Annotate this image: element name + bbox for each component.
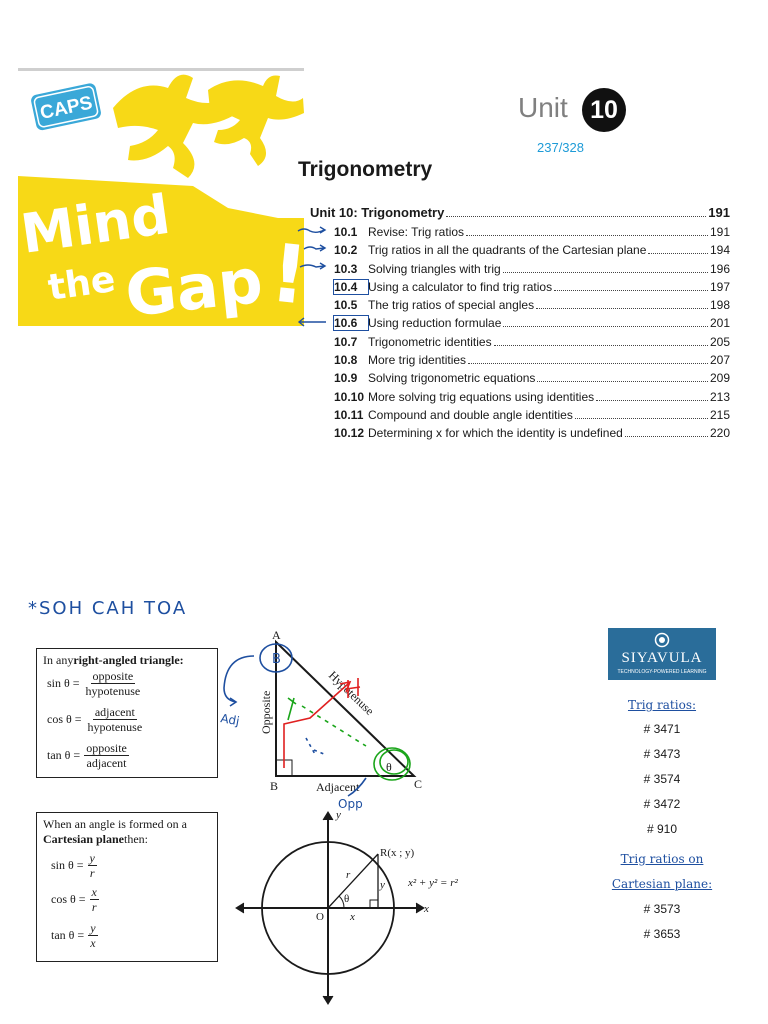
toc-section-title: More solving trig equations using identities: [368, 389, 595, 404]
cartesian-tan: [51, 921, 98, 950]
page-counter: 237/328: [537, 140, 584, 155]
cartesian-ratios-box: [36, 812, 218, 962]
toc-section-title: Determining x for which the identity is undefined: [368, 426, 623, 441]
toc-leader-dots: [625, 436, 708, 437]
svg-text:Gap: Gap: [121, 243, 266, 331]
toc-section-title: Trig ratios in all the quadrants of the Cartesian plane: [368, 243, 647, 258]
toc-rows: [310, 225, 730, 445]
toc-section-number: 10.6: [334, 316, 368, 330]
exercise-link[interactable]: # 3574: [643, 772, 681, 786]
x-axis-label: x: [424, 903, 429, 915]
sin-lhs: sin θ =: [47, 676, 80, 690]
exercise-link[interactable]: # 3473: [643, 747, 681, 761]
toc-section-title: The trig ratios of special angles: [368, 298, 535, 313]
cartesian-sin: [51, 851, 97, 880]
toc-section-number: 10.8: [334, 353, 358, 368]
svg-text:CAPS: CAPS: [38, 92, 95, 124]
toc-section-number: 10.10: [334, 389, 365, 404]
handwritten-arrows: [296, 222, 336, 332]
runners-illustration: [113, 75, 304, 178]
cartesian-cos: [51, 885, 99, 914]
cartesian-cos-den: r: [91, 900, 97, 914]
toc-section-page: 194: [709, 243, 730, 258]
cartesian-heading-line2[interactable]: Cartesian plane:: [611, 877, 713, 891]
sin-ratio: [47, 669, 142, 698]
toc-section-title: Compound and double angle identities: [368, 407, 573, 422]
cos-numerator: adjacent: [94, 705, 135, 719]
toc-section-number: 10.9: [334, 371, 358, 386]
toc-section-title: More trig identities: [368, 353, 467, 368]
cartesian-sin-num: y: [89, 851, 95, 865]
label-opposite: Opposite: [259, 690, 273, 734]
leg-x-label: x: [350, 911, 355, 923]
toc-heading-row[interactable]: [310, 205, 730, 225]
origin-label: O: [316, 911, 324, 923]
cartesian-cos-lhs: cos θ =: [51, 892, 86, 906]
soh-cah-toa-note: *SOH CAH TOA: [28, 598, 188, 619]
box1-intro-bold: right-angled triangle:: [73, 653, 184, 667]
handwritten-opp: Opp: [338, 797, 363, 811]
toc-leader-dots: [536, 308, 708, 309]
toc-row[interactable]: [310, 316, 730, 334]
toc-leader-dots: [466, 235, 708, 236]
toc-section-page: 207: [709, 353, 730, 368]
cos-lhs: cos θ =: [47, 712, 82, 726]
cos-ratio: [47, 705, 144, 734]
unit-circle-diagram: [232, 808, 482, 1008]
toc-heading-text: Unit 10: Trigonometry: [310, 205, 445, 220]
toc-row[interactable]: [310, 280, 730, 298]
toc-row[interactable]: [310, 390, 730, 408]
toc-section-page: 213: [709, 389, 730, 404]
toc-section-page: 197: [709, 279, 730, 294]
svg-text:the: the: [45, 258, 118, 309]
cartesian-cos-num: x: [91, 885, 97, 899]
toc-section-title: Solving trigonometric equations: [368, 371, 536, 386]
toc-row[interactable]: [310, 353, 730, 371]
point-r-label: R(x ; y): [380, 847, 415, 859]
exercise-link[interactable]: # 910: [646, 822, 678, 836]
sin-denominator: hypotenuse: [85, 684, 141, 698]
toc-section-number: 10.7: [334, 334, 358, 349]
siyavula-logo[interactable]: [608, 628, 716, 680]
cos-denominator: hypotenuse: [87, 720, 143, 734]
cartesian-tan-lhs: tan θ =: [51, 928, 85, 942]
toc-section-number: 10.3: [334, 261, 358, 276]
toc-leader-dots: [596, 400, 708, 401]
box1-intro: [43, 653, 184, 668]
exercise-link[interactable]: # 3653: [643, 927, 681, 941]
box2-intro-bold: Cartesian plane: [43, 832, 124, 846]
tan-lhs: tan θ =: [47, 748, 81, 762]
toc-heading-page: 191: [708, 205, 730, 220]
label-adjacent: Adjacent: [316, 780, 360, 794]
toc-section-number: 10.5: [334, 298, 358, 313]
toc-row[interactable]: [310, 408, 730, 426]
toc-leader-dots: [648, 253, 708, 254]
toc-section-title: Revise: Trig ratios: [368, 225, 465, 239]
radius-label: r: [346, 869, 351, 881]
toc-section-number: 10.1: [334, 225, 358, 239]
label-theta: θ: [386, 760, 392, 774]
toc-section-number: 10.2: [334, 243, 358, 258]
caps-badge: [30, 82, 102, 131]
toc-leader-dots: [537, 381, 708, 382]
handwritten-b: B: [272, 652, 281, 667]
vertex-b: B: [270, 779, 279, 793]
toc-section-page: 201: [709, 316, 730, 331]
siyavula-tagline: TECHNOLOGY-POWERED LEARNING: [617, 669, 707, 675]
toc-section-number: 10.11: [334, 407, 364, 422]
toc-section-title: Using a calculator to find trig ratios: [368, 279, 553, 294]
toc-leader-dots: [446, 216, 706, 217]
box1-intro-plain: In any: [43, 653, 74, 667]
cartesian-tan-den: x: [90, 936, 96, 950]
toc-section-page: 215: [709, 407, 730, 422]
chapter-title: Trigonometry: [298, 158, 433, 181]
cartesian-heading-line1[interactable]: Trig ratios on: [620, 852, 704, 866]
toc-leader-dots: [554, 290, 708, 291]
exercise-link[interactable]: # 3472: [643, 797, 681, 811]
toc-row[interactable]: [310, 371, 730, 389]
toc-leader-dots: [468, 363, 708, 364]
toc-section-page: 205: [709, 334, 730, 349]
siyavula-name: SIYAVULA: [621, 650, 703, 666]
mind-the-gap-banner: [17, 68, 313, 331]
toc-row[interactable]: [310, 335, 730, 353]
unit-number-badge: 10: [582, 88, 626, 132]
toc-row[interactable]: [310, 262, 730, 280]
toc-section-page: 220: [709, 426, 730, 441]
box2-intro-line1: When an angle is formed on a: [43, 817, 187, 831]
leg-y-label: y: [380, 879, 385, 891]
sin-numerator: opposite: [92, 669, 134, 683]
right-triangle-diagram: [216, 628, 476, 810]
vertex-a: A: [272, 628, 281, 642]
tan-numerator: opposite: [86, 741, 127, 755]
toc-section-page: 196: [709, 261, 730, 276]
toc-section-number: 10.12: [334, 426, 365, 441]
vertex-c: C: [414, 777, 423, 791]
unit-label: Unit: [518, 92, 568, 123]
toc-section-title: Trigonometric identities: [368, 334, 492, 349]
y-axis-label: y: [336, 809, 341, 821]
svg-text:!: !: [266, 226, 313, 323]
toc-row[interactable]: [310, 426, 730, 444]
cartesian-sin-lhs: sin θ =: [51, 858, 84, 872]
box2-intro-line2: [43, 832, 148, 847]
toc-section-page: 191: [709, 225, 730, 239]
toc-leader-dots: [575, 418, 708, 419]
cartesian-sin-den: r: [89, 866, 95, 880]
trig-ratios-heading[interactable]: Trig ratios:: [627, 698, 697, 712]
toc-leader-dots: [503, 272, 708, 273]
toc-section-page: 209: [709, 371, 730, 386]
label-hypotenuse: Hypotenuse: [325, 668, 377, 718]
cartesian-tan-num: y: [90, 921, 96, 935]
handwritten-adj: Adj: [219, 711, 241, 729]
toc-row[interactable]: [310, 298, 730, 316]
exercise-link[interactable]: # 3471: [643, 722, 681, 736]
toc-section-title: Using reduction formulae: [368, 316, 502, 331]
siyavula-globe-icon: [654, 632, 670, 648]
toc-leader-dots: [503, 326, 708, 327]
toc-row[interactable]: [310, 243, 730, 261]
tan-ratio: [47, 741, 129, 770]
exercise-link[interactable]: # 3573: [643, 902, 681, 916]
toc-section-title: Solving triangles with trig: [368, 261, 501, 276]
circle-equation: x² + y² = r²: [408, 877, 458, 889]
right-triangle-ratios-box: [36, 648, 218, 778]
toc-row[interactable]: [310, 225, 730, 243]
toc-section-page: 198: [709, 298, 730, 313]
toc-section-number: 10.4: [334, 280, 368, 294]
circle-theta-label: θ: [344, 893, 350, 905]
toc-leader-dots: [494, 345, 708, 346]
table-of-contents: [310, 205, 730, 445]
tan-denominator: adjacent: [86, 756, 127, 770]
box2-intro-rest: then:: [124, 832, 148, 846]
svg-text:Mind: Mind: [17, 182, 174, 266]
